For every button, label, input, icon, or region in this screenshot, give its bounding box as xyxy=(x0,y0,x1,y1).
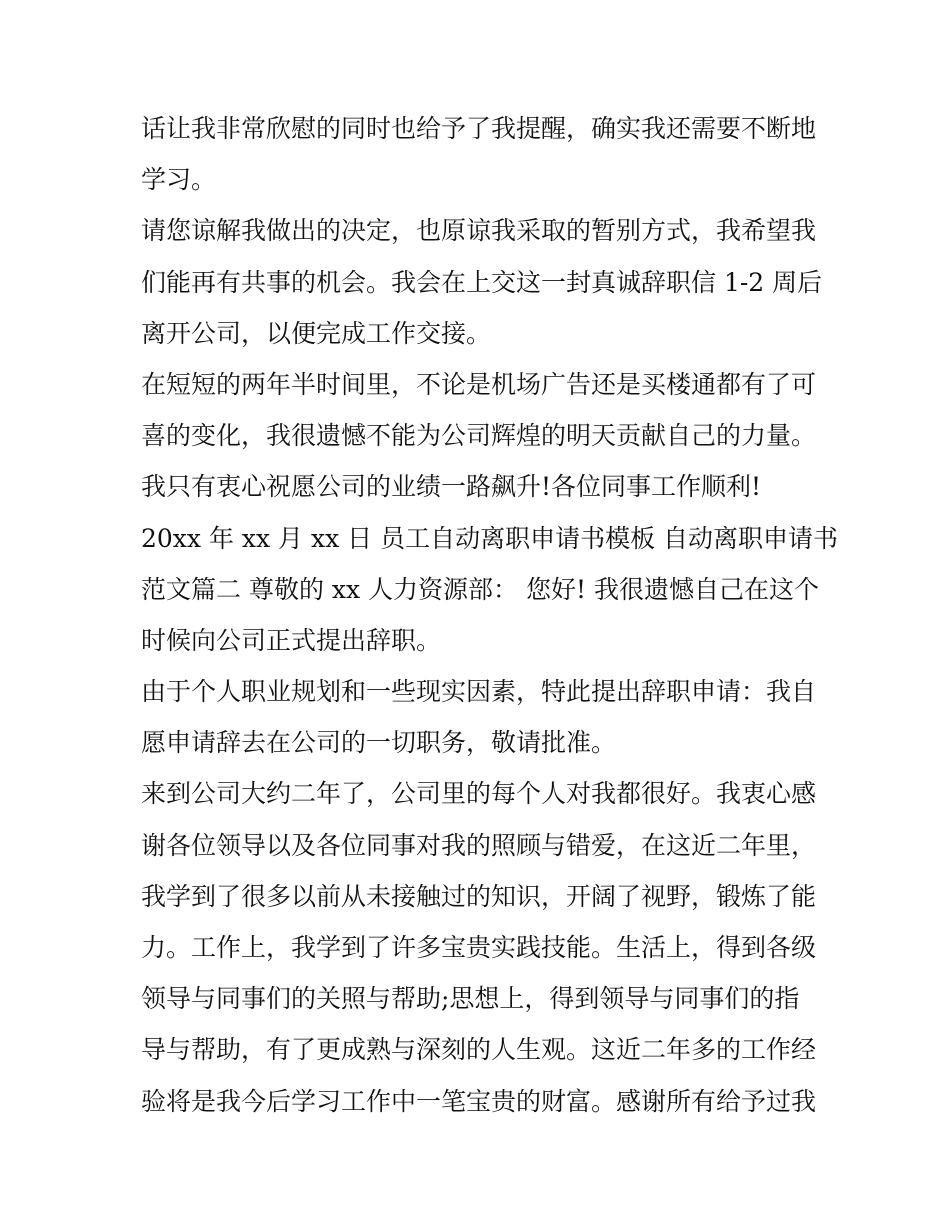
text-line: 导与帮助，有了更成熟与深刻的人生观。这近二年多的工作经 xyxy=(141,1035,817,1065)
text-line: 20xx 年 xx 月 xx 日 员工自动离职申请书模板 自动离职申请书 xyxy=(141,523,839,553)
text-line: 范文篇二 尊敬的 xx 人力资源部： 您好! 我很遗憾自己在这个 xyxy=(141,574,819,604)
text-line: 谢各位领导以及各位同事对我的照顾与错爱，在这近二年里， xyxy=(141,830,817,860)
text-line: 领导与同事们的关照与帮助;思想上，得到领导与同事们的指 xyxy=(141,984,800,1014)
text-line: 来到公司大约二年了，公司里的每个人对我都很好。我衷心感 xyxy=(141,779,817,809)
text-line: 我学到了很多以前从未接触过的知识，开阔了视野，锻炼了能 xyxy=(141,881,817,911)
text-line: 我只有衷心祝愿公司的业绩一路飙升!各位同事工作顺利! xyxy=(141,472,762,502)
text-line: 在短短的两年半时间里，不论是机场广告还是买楼通都有了可 xyxy=(141,369,817,399)
text-line: 愿申请辞去在公司的一切职务，敬请批准。 xyxy=(141,728,617,758)
text-line: 们能再有共事的机会。我会在上交这一封真诚辞职信 1-2 周后 xyxy=(141,267,823,297)
text-line: 喜的变化，我很遗憾不能为公司辉煌的明天贡献自己的力量。 xyxy=(141,421,817,451)
text-line: 学习。 xyxy=(141,165,217,195)
text-line: 由于个人职业规划和一些现实因素，特此提出辞职申请：我自 xyxy=(141,677,817,707)
text-line: 力。工作上，我学到了许多宝贵实践技能。生活上，得到各级 xyxy=(141,933,817,962)
text-line: 请您谅解我做出的决定，也原谅我采取的暂别方式，我希望我 xyxy=(141,216,817,246)
body-text xyxy=(141,103,839,1127)
text-line: 离开公司，以便完成工作交接。 xyxy=(141,318,492,348)
text-line: 验将是我今后学习工作中一笔宝贵的财富。感谢所有给予过我 xyxy=(141,1086,817,1116)
text-line: 时候向公司正式提出辞职。 xyxy=(141,625,442,655)
text-line: 话让我非常欣慰的同时也给予了我提醒，确实我还需要不断地 xyxy=(141,114,817,143)
